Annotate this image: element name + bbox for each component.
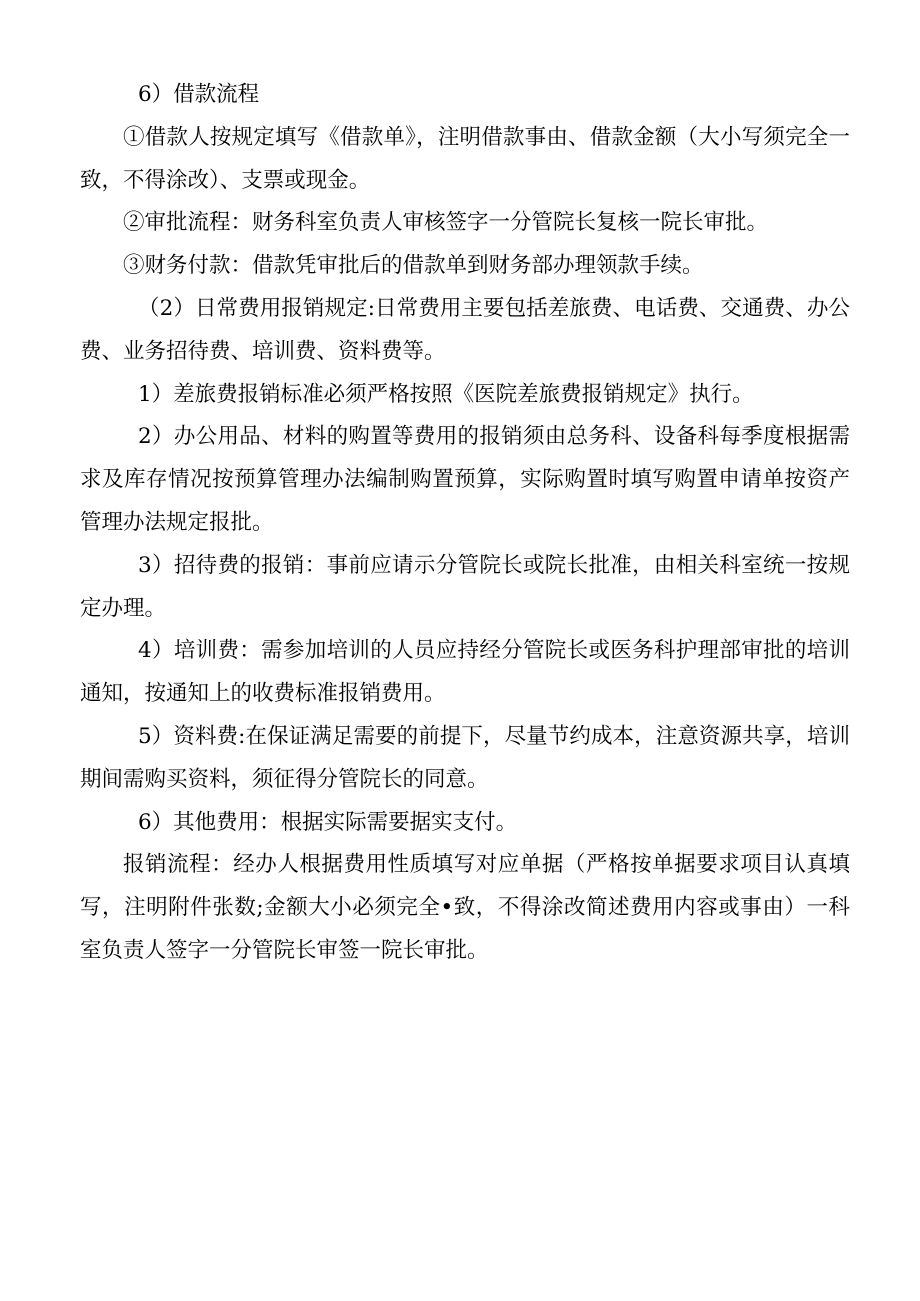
document-body (80, 74, 850, 973)
paragraph-material-expense: 5）资料费:在保证满足需要的前提下，尽量节约成本，注意资源共享，培训期间需购买资料，须征得分管院长的同意。 (80, 723, 850, 792)
paragraph-office-supplies: 2）办公用品、材料的购置等费用的报销须由总务科、设备科每季度根据需求及库存情况按预算管理办法编制购置预算，实际购置时填写购置申请单按资产管理办法规定报批。 (80, 424, 850, 535)
paragraph-travel-expense: 1）差旅费报销标准必须严格按照《医院差旅费报销规定》执行。 (138, 381, 754, 407)
paragraph-training-expense: 4）培训费：需参加培训的人员应持经分管院长或医务科护理部审批的培训通知，按通知上的收费标准报销费用。 (80, 638, 850, 707)
paragraph-loan-step-3: ③财务付款：借款凭审批后的借款单到财务部办理领款手续。 (123, 253, 704, 279)
paragraph-loan-step-2: ②审批流程：财务科室负责人审核签字一分管院长复核一院长审批。 (123, 210, 769, 236)
paragraph-reimbursement-process: 报销流程：经办人根据费用性质填写对应单据（严格按单据要求项目认真填写，注明附件张数;金额大小必须完全•致，不得涂改简述费用内容或事由）一科室负责人签字一分管院长审签一院长审批。 (80, 852, 850, 963)
paragraph-other-expense: 6）其他费用：根据实际需要据实支付。 (138, 809, 518, 835)
heading-loan-process: 6）借款流程 (138, 82, 260, 107)
paragraph-loan-step-1: ①借款人按规定填写《借款单》，注明借款事由、借款金额（大小写须完全一致，不得涂改）、支票或现金。 (80, 124, 850, 193)
paragraph-daily-expense-rules: （2）日常费用报销规定:日常费用主要包括差旅费、电话费、交通费、办公费、业务招待费、培训费、资料费等。 (80, 295, 850, 364)
paragraph-entertainment-expense: 3）招待费的报销：事前应请示分管院长或院长批准，由相关科室统一按规定办理。 (80, 552, 850, 621)
